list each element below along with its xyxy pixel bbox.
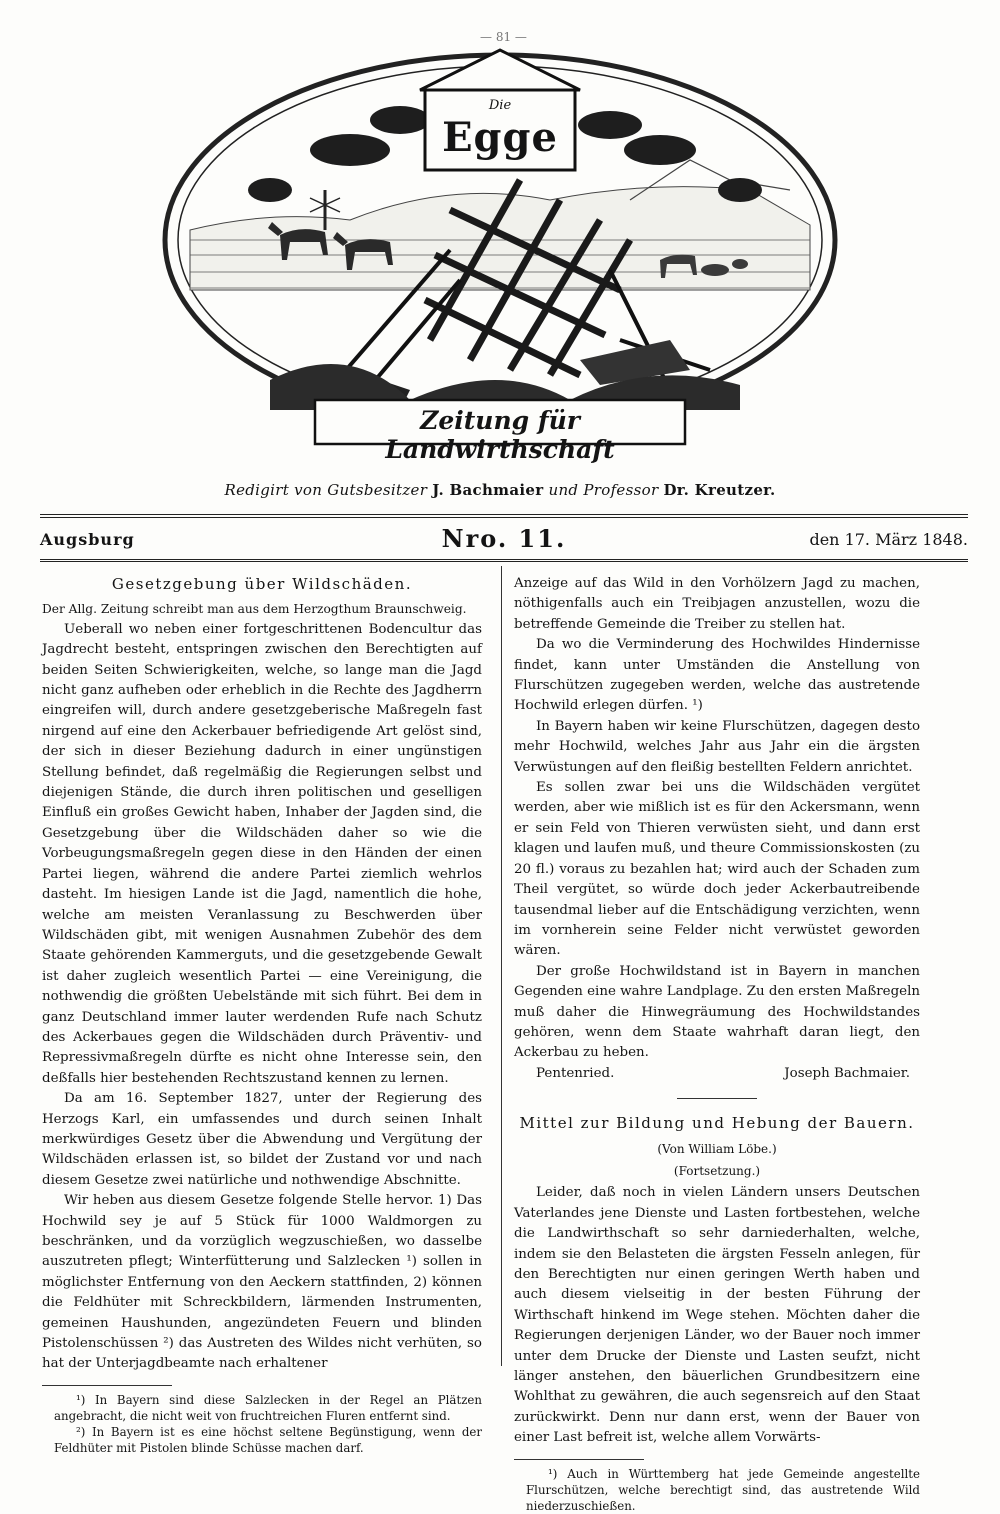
top-double-rule [40,514,968,521]
page-number: — 81 — [480,30,527,44]
signature-name: Joseph Bachmaier. [784,1065,910,1081]
article1-source: Der Allg. Zeitung schreibt man aus dem Herzogthum Braunschweig. [42,602,467,617]
editors-line [0,481,1000,499]
article1-cont-paragraph: Es sollen zwar bei uns die Wildschäden vergütet werden, aber wie mißlich ist es für den Ackersmann, wenn er sein Feld von Thieren verwüsten sieht, und dann erst klagen und laufen muß, und theure Commissionskosten (zu 20 fl.) voraus zu bezahlen hat; wird auch der Schaden zum Theil vergütet, so würde doch jeder Ackerbautreibende tausendmal lieber auf die Entschädigung verzichten, wenn im vornherein seine Felder nicht verwüstet geworden wären. [514,780,920,959]
footnote-rule [42,1385,172,1386]
column-divider [501,566,502,1366]
article1-signature [514,1064,920,1084]
editors-prefix: Redigirt von Gutsbesitzer [224,481,428,499]
article1-cont-paragraph: Anzeige auf das Wild in den Vorhölzern Jagd zu machen, nöthigenfalls auch ein Treibjagen anzustellen, wozu die betreffende Gemeinde die Treiber zu stellen hat. [514,576,920,632]
dateline [40,524,968,554]
masthead-subtitle: Zeitung für Landwirthschaft [385,406,615,464]
masthead-title-small: Die [488,98,512,113]
article2-author: (Von William Löbe.) [657,1141,777,1156]
right-column [514,574,920,1514]
issue-place: Augsburg [40,530,135,549]
editors-mid: und Professor [548,481,659,499]
article2-heading: Mittel zur Bildung und Hebung der Bauern. [519,1114,915,1133]
editor-name-1: J. Bachmaier [432,481,544,499]
footnote: ¹) In Bayern sind diese Salzlecken in der Regel an Plätzen angebracht, die nicht weit von fruchtreichen Fluren entfernt sind. [54,1392,482,1423]
article1-heading: Gesetzgebung über Wildschäden. [111,575,413,593]
masthead-title: Egge [442,114,558,161]
article2-continued: (Fortsetzung.) [673,1163,761,1178]
issue-number: Nro. 11. [441,524,567,553]
article2-paragraph: Leider, daß noch in vielen Ländern unsers Deutschen Vaterlandes jene Dienste und Lasten fortbestehen, welche die Landwirthschaft so sehr darniederhalten, welche, indem sie den Belasteten die ärgsten Fesseln anlegen, für den Berechtigten nur einen geringen Werth haben und auch diesem vielseitig in der besten Führung der Wirthschaft hinkend im Wege stehen. Möchten daher die Regierungen derjenigen Länder, wo der Bauer noch immer unter dem Drucke der Dienste und Lasten seufzt, nicht länger anstehen, den bäuerlichen Grundbesitzern eine Wohlthat zu gewähren, die auch segensreich auf den Staat zurückwirkt. Denn nur dann erst, wenn der Bauer von einer Last befreit ist, welche allem Vorwärts- [514,1185,920,1446]
editor-name-2: Dr. Kreutzer. [663,481,776,499]
article1-paragraph: Da am 16. September 1827, unter der Regierung des Herzogs Karl, ein umfassendes und durch seinen Inhalt merkwürdiges Gesetz über die Abwendung und Vergütung der Wildschäden erlassen ist, so bildet der Zustand vor und nach diesem Gesetze zwei natürliche und nothwendige Abschnitte. [42,1091,482,1188]
left-column [42,574,482,1456]
article1-cont-paragraph: In Bayern haben wir keine Flurschützen, dagegen desto mehr Hochwild, welches Jahr aus Jahr ein die ärgsten Verwüstungen auf den fleißig bestellten Feldern anrichtet. [514,718,920,775]
footnote: ¹) Auch in Württemberg hat jede Gemeinde angestellte Flurschützen, welche berechtigt sind, das austretende Wild niederzuschießen. [526,1466,920,1513]
article-separator [677,1098,757,1099]
bottom-double-rule [40,559,968,565]
signature-place: Pentenried. [536,1065,615,1081]
article1-paragraph: Ueberall wo neben einer fortgeschrittenen Bodencultur das Jagdrecht besteht, entspringen zwischen den Berechtigten auf beiden Seiten Schwierigkeiten, welche, so lange man die Jagd nicht ganz aufheben oder erheblich in die Rechte des Jagdherrn eingreifen will, durch andere gesetzgeberische Maßregeln fast nirgend auf eine den Ackerbauer befriedigende Art gelöst sind, der sich in dieser Beziehung dadurch in einer ungünstigen Stellung befindet, daß regelmäßig die Regierungen selbst und diejenigen Stände, die durch ihren politischen und geselligen Einfluß ein großes Gewicht haben, Inhaber der Jagden sind, die Gesetzgebung über die Wildschäden daher so wie die Vorbeugungsmaßregeln gegen diese in den Händen der einen Partei liegen, während die andere Partei ziemlich wehrlos dasteht. Im hiesigen Lande ist die Jagd, namentlich die hohe, welche am meisten Veranlassung zu Beschwerden über Wildschäden gibt, mit wenigen Ausnahmen Zubehör des dem Staate gehörenden Kammerguts, und die gesetzgebende Gewalt ist daher zugleich wesentlich Partei — eine Vereinigung, die nothwendig die größten Uebelstände mit sich führt. Bei dem in ganz Deutschland immer lauter werdenden Rufe nach Schutz des Ackerbaues gegen die Wildschäden durch Präventiv- und Repressivmaßregeln dürfte es nicht ohne Interesse sein, den deßfalls hier bestehenden Rechtszustand kennen zu lernen. [42,621,482,1086]
footnote: ²) In Bayern ist es eine höchst seltene Begünstigung, wenn der Feldhüter mit Pistolen blinde Schüsse machen darf. [54,1424,482,1455]
issue-date: den 17. März 1848. [809,530,968,549]
article1-cont-paragraph: Da wo die Verminderung des Hochwildes Hindernisse findet, kann unter Umständen die Anstellung von Flurschützen zugegeben werden, welche das austretende Hochwild erlegen dürfen. ¹) [514,637,920,714]
article1-cont-paragraph: Der große Hochwildstand ist in Bayern in manchen Gegenden eine wahre Landplage. Zu den ersten Maßregeln muß daher die Hinwegräumung des Hochwildstandes gehören, wenn dem Staate wahrhaft daran liegt, den Ackerbau zu heben. [514,963,921,1061]
article1-paragraph: Wir heben aus diesem Gesetze folgende Stelle hervor. 1) Das Hochwild sey je auf 5 Stück für 1000 Waldmorgen zu beschränken, und da vorzüglich wegzuschießen, wo dasselbe auszutreten pflegt; Winterfütterung und Salzlecken ¹) sollen in möglichster Entfernung von den Aeckern stattfinden, 2) können die Feldhüter mit Schreckbildern, lärmenden Instrumenten, gemeinen Haushunden, angezündeten Feuern und blinden Pistolenschüssen ²) das Austreten des Wildes nicht verhüten, so hat der Unterjagdbeamte nach erhaltener [42,1193,482,1372]
masthead-illustration [150,40,850,464]
